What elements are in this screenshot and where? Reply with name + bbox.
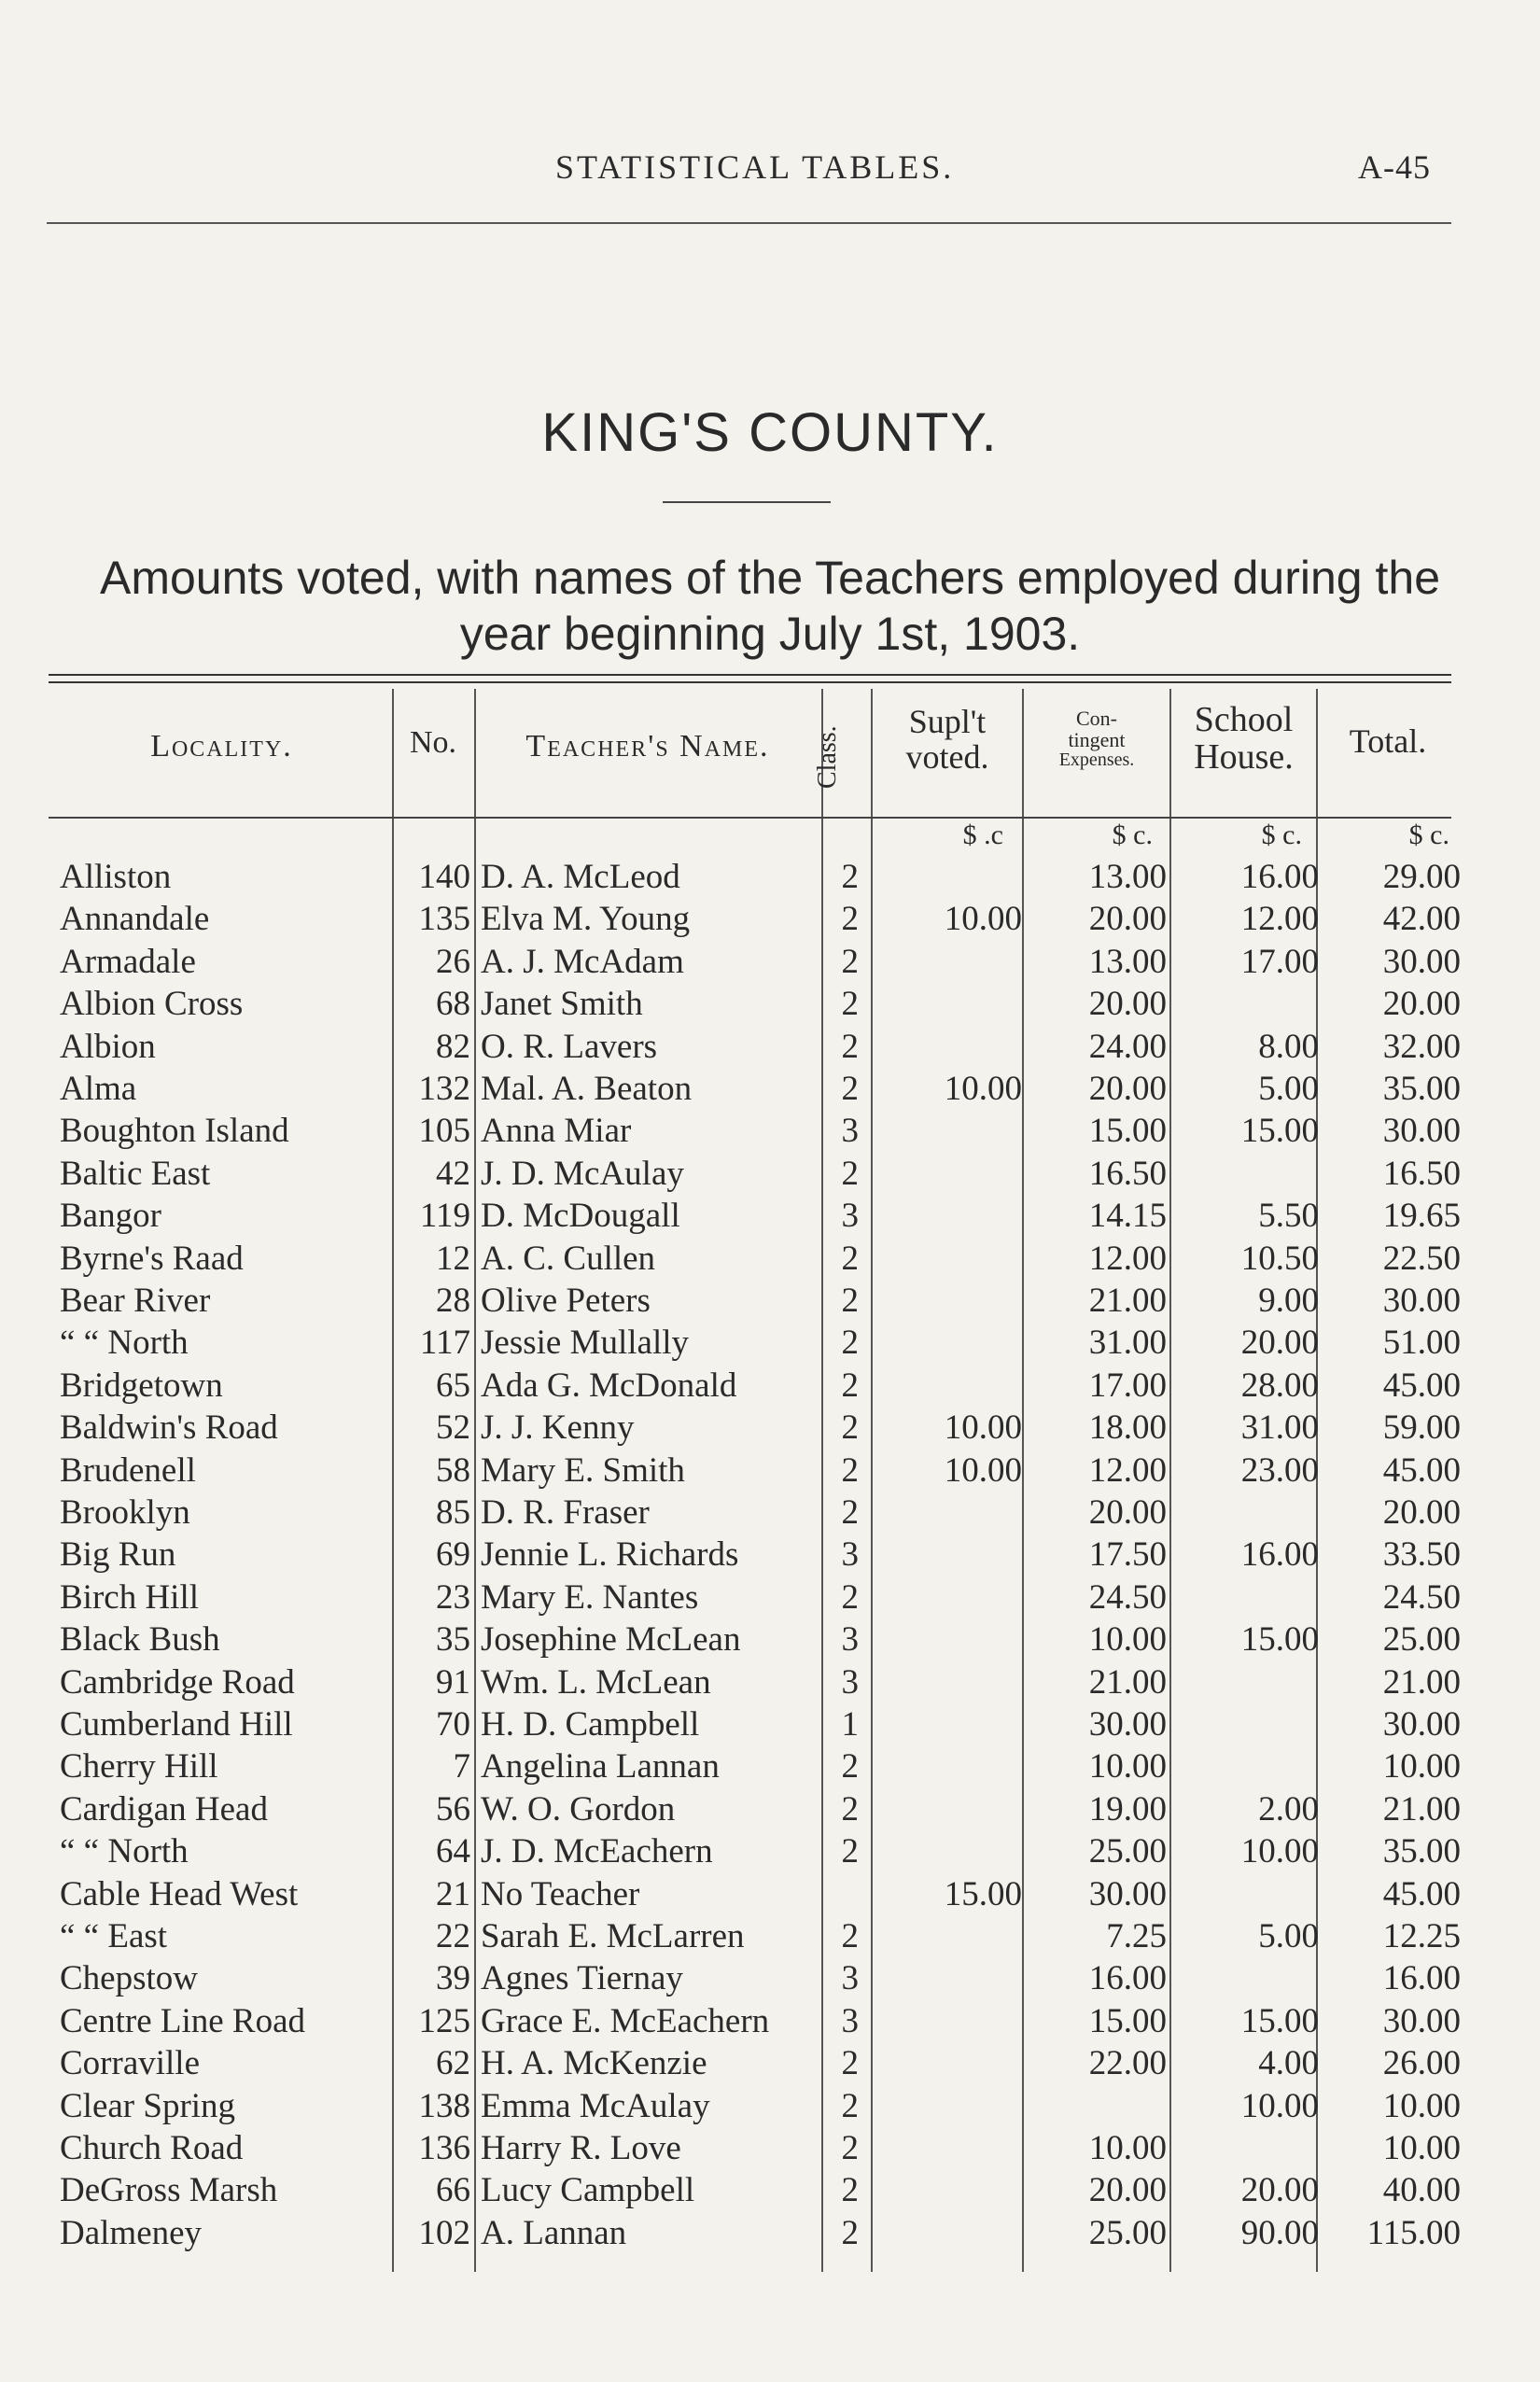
header-class (813, 689, 870, 810)
cell-no: 119 (419, 1197, 470, 1236)
cell-total: 32.00 (1382, 1027, 1461, 1066)
cell-locality: Dalmeney (60, 2213, 203, 2252)
cell-locality: Brudenell (60, 1450, 196, 1490)
cell-no: 132 (418, 1070, 470, 1108)
cell-contingent: 20.00 (1088, 1493, 1167, 1532)
table-row (0, 1111, 1540, 1153)
cell-class: 3 (841, 1197, 859, 1236)
cell-teacher: Jessie Mullally (481, 1324, 690, 1363)
table-row (0, 2043, 1540, 2085)
currency-total: $ c. (1408, 820, 1449, 850)
cell-school-house: 31.00 (1240, 1408, 1319, 1448)
cell-teacher: Mal. A. Beaton (481, 1070, 693, 1108)
cell-contingent: 17.50 (1088, 1535, 1167, 1575)
cell-locality: Cardigan Head (60, 1789, 268, 1829)
cell-school-house: 16.00 (1240, 858, 1319, 896)
cell-total: 45.00 (1382, 1874, 1461, 1913)
cell-locality: Cable Head West (60, 1874, 299, 1913)
table-row (0, 1323, 1540, 1365)
cell-contingent: 20.00 (1088, 985, 1167, 1024)
cell-class: 2 (841, 1408, 859, 1448)
cell-teacher: No Teacher (481, 1874, 640, 1913)
header-school-line1: School (1194, 700, 1294, 739)
cell-locality: Cumberland Hill (60, 1705, 293, 1744)
cell-contingent: 31.00 (1088, 1324, 1167, 1363)
table-row (0, 942, 1540, 984)
cell-school-house: 15.00 (1240, 2001, 1319, 2040)
cell-school-house: 90.00 (1240, 2213, 1319, 2252)
cell-school-house: 10.00 (1240, 1832, 1319, 1871)
cell-total: 115.00 (1366, 2213, 1461, 2252)
cell-teacher: Emma McAulay (481, 2086, 710, 2125)
cell-contingent: 10.00 (1088, 1620, 1167, 1660)
header-school-house (1171, 702, 1316, 777)
header-no: No. (409, 725, 457, 760)
cell-total: 24.50 (1382, 1577, 1461, 1617)
cell-teacher: Sarah E. McLarren (481, 1917, 745, 1955)
cell-locality: Black Bush (60, 1620, 220, 1660)
cell-total: 12.25 (1382, 1917, 1461, 1955)
header-supl (873, 705, 1022, 776)
cell-teacher: Olive Peters (481, 1282, 651, 1320)
cell-class: 2 (841, 2044, 859, 2083)
cell-teacher: O. R. Lavers (481, 1027, 658, 1066)
cell-school-house: 23.00 (1240, 1450, 1319, 1490)
cell-teacher: Angelina Lannan (481, 1747, 720, 1786)
cell-supl-voted: 10.00 (944, 1070, 1022, 1108)
cell-locality: Centre Line Road (60, 2001, 306, 2040)
cell-teacher: D. R. Fraser (481, 1493, 650, 1532)
cell-no: 91 (436, 1662, 470, 1702)
cell-no: 64 (436, 1832, 470, 1871)
cell-locality: Byrne's Raad (60, 1239, 244, 1278)
cell-total: 30.00 (1382, 2001, 1461, 2040)
table-row (0, 1027, 1540, 1069)
cell-no: 68 (436, 985, 470, 1024)
cell-class: 2 (841, 1577, 859, 1617)
cell-teacher: D. McDougall (481, 1197, 680, 1236)
cell-teacher: J. D. McAulay (481, 1154, 684, 1193)
cell-locality: Cherry Hill (60, 1747, 218, 1786)
cell-no: 21 (436, 1874, 470, 1913)
cell-total: 51.00 (1382, 1324, 1461, 1363)
table-row (0, 1492, 1540, 1534)
cell-no: 102 (418, 2213, 470, 2252)
table-row (0, 984, 1540, 1026)
cell-locality: “ “ East (60, 1917, 168, 1955)
county-title: KING'S COUNTY. (541, 402, 999, 463)
cell-class: 2 (841, 858, 859, 896)
cell-class: 2 (841, 2129, 859, 2167)
cell-no: 7 (453, 1747, 470, 1786)
cell-contingent: 25.00 (1088, 2213, 1167, 2252)
cell-teacher: J. J. Kenny (481, 1408, 635, 1448)
cell-teacher: Lucy Campbell (481, 2171, 695, 2210)
currency-school: $ c. (1261, 820, 1302, 850)
cell-contingent: 24.50 (1088, 1577, 1167, 1617)
cell-supl-voted: 10.00 (944, 1408, 1022, 1448)
cell-school-house: 10.00 (1240, 2086, 1319, 2125)
header-cont-line2: tingent (1068, 728, 1126, 752)
cell-no: 35 (436, 1620, 470, 1660)
table-row (0, 2001, 1540, 2043)
cell-no: 125 (418, 2001, 470, 2040)
table-top-rule (49, 674, 1451, 676)
cell-class: 2 (841, 1832, 859, 1871)
cell-no: 140 (418, 858, 470, 896)
cell-class: 2 (841, 1493, 859, 1532)
cell-teacher: Harry R. Love (481, 2129, 681, 2167)
cell-contingent: 16.50 (1088, 1154, 1167, 1193)
cell-total: 10.00 (1382, 2129, 1461, 2167)
header-rule (47, 222, 1451, 224)
cell-class: 3 (841, 1535, 859, 1575)
cell-teacher: Ada G. McDonald (481, 1366, 737, 1405)
cell-contingent: 13.00 (1088, 858, 1167, 896)
running-title: STATISTICAL TABLES. (555, 148, 955, 186)
cell-contingent: 10.00 (1088, 1747, 1167, 1786)
cell-total: 29.00 (1382, 858, 1461, 896)
cell-class: 2 (841, 1917, 859, 1955)
cell-teacher: J. D. McEachern (481, 1832, 713, 1871)
cell-class: 2 (841, 942, 859, 981)
cell-teacher: A. C. Cullen (481, 1239, 656, 1278)
cell-contingent: 15.00 (1088, 1112, 1167, 1151)
cell-total: 10.00 (1382, 1747, 1461, 1786)
cell-total: 16.50 (1382, 1154, 1461, 1193)
cell-total: 45.00 (1382, 1366, 1461, 1405)
cell-teacher: Mary E. Nantes (481, 1577, 699, 1617)
subtitle-line-2: year beginning July 1st, 1903. (459, 608, 1081, 660)
cell-no: 12 (436, 1239, 470, 1278)
cell-school-house: 9.00 (1258, 1282, 1319, 1320)
cell-locality: DeGross Marsh (60, 2171, 278, 2210)
cell-contingent: 16.00 (1088, 1959, 1167, 1998)
cell-school-house: 5.00 (1258, 1917, 1319, 1955)
cell-locality: Armadale (60, 942, 196, 981)
header-school-line2: House. (1194, 736, 1294, 777)
table-row (0, 1534, 1540, 1576)
cell-class: 2 (841, 1282, 859, 1320)
cell-class: 3 (841, 1620, 859, 1660)
cell-total: 59.00 (1382, 1408, 1461, 1448)
table-row (0, 2128, 1540, 2170)
table-row (0, 1239, 1540, 1281)
table-row (0, 1746, 1540, 1788)
cell-locality: Cambridge Road (60, 1662, 295, 1702)
cell-teacher: A. J. McAdam (481, 942, 684, 981)
cell-supl-voted: 15.00 (944, 1874, 1022, 1913)
cell-total: 21.00 (1382, 1662, 1461, 1702)
cell-contingent: 30.00 (1088, 1874, 1167, 1913)
cell-class: 3 (841, 1662, 859, 1702)
cell-contingent: 12.00 (1088, 1450, 1167, 1490)
cell-school-house: 20.00 (1240, 1324, 1319, 1363)
cell-teacher: Mary E. Smith (481, 1450, 685, 1490)
cell-no: 69 (436, 1535, 470, 1575)
cell-contingent: 15.00 (1088, 2001, 1167, 2040)
header-teacher: Teacher's Name. (525, 729, 770, 764)
cell-locality: Brooklyn (60, 1493, 190, 1532)
cell-class: 2 (841, 1027, 859, 1066)
cell-total: 35.00 (1382, 1832, 1461, 1871)
cell-school-house: 2.00 (1258, 1789, 1319, 1829)
cell-teacher: D. A. McLeod (481, 858, 680, 896)
cell-no: 82 (436, 1027, 470, 1066)
cell-school-house: 10.50 (1240, 1239, 1319, 1278)
cell-locality: Big Run (60, 1535, 176, 1575)
cell-class: 2 (841, 1154, 859, 1193)
cell-no: 23 (436, 1577, 470, 1617)
cell-total: 35.00 (1382, 1070, 1461, 1108)
cell-school-house: 20.00 (1240, 2171, 1319, 2210)
table-row (0, 1619, 1540, 1661)
cell-locality: Bear River (60, 1282, 211, 1320)
cell-class: 2 (841, 1450, 859, 1490)
cell-no: 70 (436, 1705, 470, 1744)
cell-locality: Baldwin's Road (60, 1408, 278, 1448)
cell-no: 136 (418, 2129, 470, 2167)
cell-total: 21.00 (1382, 1789, 1461, 1829)
cell-total: 16.00 (1382, 1959, 1461, 1998)
cell-no: 26 (436, 942, 470, 981)
cell-locality: Annandale (60, 900, 210, 939)
cell-no: 105 (418, 1112, 470, 1151)
cell-locality: “ “ North (60, 1832, 189, 1871)
cell-contingent: 30.00 (1088, 1705, 1167, 1744)
cell-contingent: 20.00 (1088, 900, 1167, 939)
cell-locality: Corraville (60, 2044, 201, 2083)
cell-class: 3 (841, 1112, 859, 1151)
page-number: A-45 (1358, 148, 1431, 186)
cell-contingent: 22.00 (1088, 2044, 1167, 2083)
table-row (0, 2086, 1540, 2128)
table-row (0, 1450, 1540, 1492)
cell-locality: Alma (60, 1070, 137, 1108)
table-row (0, 1916, 1540, 1958)
cell-teacher: H. D. Campbell (481, 1705, 700, 1744)
cell-no: 138 (418, 2086, 470, 2125)
cell-teacher: Wm. L. McLean (481, 1662, 711, 1702)
cell-total: 42.00 (1382, 900, 1461, 939)
cell-school-house: 5.50 (1258, 1197, 1319, 1236)
cell-class: 2 (841, 1366, 859, 1405)
header-class-label: Class. (813, 725, 842, 789)
cell-total: 20.00 (1382, 1493, 1461, 1532)
cell-contingent: 20.00 (1088, 2171, 1167, 2210)
cell-contingent: 24.00 (1088, 1027, 1167, 1066)
cell-no: 42 (436, 1154, 470, 1193)
table-row (0, 1662, 1540, 1704)
subtitle-line-1: Amounts voted, with names of the Teachers employed during the (99, 552, 1440, 604)
cell-total: 30.00 (1382, 942, 1461, 981)
cell-class: 3 (841, 2001, 859, 2040)
table-row (0, 1704, 1540, 1746)
cell-no: 56 (436, 1789, 470, 1829)
cell-school-house: 4.00 (1258, 2044, 1319, 2083)
table-row (0, 1408, 1540, 1450)
cell-teacher: H. A. McKenzie (481, 2044, 707, 2083)
cell-class: 2 (841, 1239, 859, 1278)
table-row (0, 2213, 1540, 2255)
cell-teacher: Anna Miar (481, 1112, 632, 1151)
table-row (0, 857, 1540, 899)
header-cont-line1: Con- (1076, 707, 1117, 730)
cell-locality: Bangor (60, 1197, 161, 1236)
cell-teacher: Elva M. Young (481, 900, 691, 939)
cell-teacher: A. Lannan (481, 2213, 627, 2252)
cell-contingent: 19.00 (1088, 1789, 1167, 1829)
table-row (0, 1281, 1540, 1323)
header-supl-line1: Supl't (908, 703, 987, 740)
table-row (0, 2170, 1540, 2212)
cell-locality: Church Road (60, 2129, 244, 2167)
cell-no: 58 (436, 1450, 470, 1490)
cell-teacher: W. O. Gordon (481, 1789, 676, 1829)
cell-class: 2 (841, 1747, 859, 1786)
cell-no: 66 (436, 2171, 470, 2210)
table-row (0, 1069, 1540, 1111)
cell-no: 65 (436, 1366, 470, 1405)
cell-no: 117 (419, 1324, 470, 1363)
cell-no: 39 (436, 1959, 470, 1998)
currency-cont: $ c. (1112, 820, 1153, 850)
table-row (0, 1577, 1540, 1619)
cell-class: 2 (841, 2171, 859, 2210)
header-bottom-rule (49, 817, 1451, 819)
cell-school-house: 5.00 (1258, 1070, 1319, 1108)
cell-total: 10.00 (1382, 2086, 1461, 2125)
cell-total: 40.00 (1382, 2171, 1461, 2210)
header-supl-line2: voted. (905, 737, 989, 776)
cell-total: 30.00 (1382, 1112, 1461, 1151)
table-row (0, 1958, 1540, 2000)
currency-supl: $ .c (962, 820, 1003, 850)
cell-contingent: 21.00 (1088, 1282, 1167, 1320)
table-row (0, 1366, 1540, 1408)
table-row (0, 1831, 1540, 1873)
cell-supl-voted: 10.00 (944, 1450, 1022, 1490)
cell-locality: “ “ North (60, 1324, 189, 1363)
cell-locality: Chepstow (60, 1959, 198, 1998)
cell-school-house: 17.00 (1240, 942, 1319, 981)
cell-class: 2 (841, 1070, 859, 1108)
cell-supl-voted: 10.00 (944, 900, 1022, 939)
cell-class: 2 (841, 1324, 859, 1363)
cell-contingent: 25.00 (1088, 1832, 1167, 1871)
cell-teacher: Agnes Tiernay (481, 1959, 683, 1998)
table-row (0, 899, 1540, 941)
cell-contingent: 18.00 (1088, 1408, 1167, 1448)
cell-locality: Bridgetown (60, 1366, 223, 1405)
cell-teacher: Josephine McLean (481, 1620, 741, 1660)
cell-school-house: 28.00 (1240, 1366, 1319, 1405)
cell-locality: Baltic East (60, 1154, 211, 1193)
table-row (0, 1874, 1540, 1916)
cell-total: 30.00 (1382, 1282, 1461, 1320)
header-contingent (1024, 708, 1169, 770)
cell-teacher: Jennie L. Richards (481, 1535, 739, 1575)
cell-teacher: Janet Smith (481, 985, 643, 1024)
cell-total: 30.00 (1382, 1705, 1461, 1744)
cell-class: 2 (841, 985, 859, 1024)
cell-no: 62 (436, 2044, 470, 2083)
cell-contingent: 10.00 (1088, 2129, 1167, 2167)
cell-no: 135 (418, 900, 470, 939)
cell-school-house: 12.00 (1240, 900, 1319, 939)
header-cont-line3: Expenses. (1058, 750, 1135, 771)
cell-school-house: 15.00 (1240, 1112, 1319, 1151)
header-total: Total. (1349, 722, 1427, 760)
cell-contingent: 20.00 (1088, 1070, 1167, 1108)
cell-school-house: 15.00 (1240, 1620, 1319, 1660)
cell-teacher: Grace E. McEachern (481, 2001, 770, 2040)
cell-school-house: 16.00 (1240, 1535, 1319, 1575)
cell-total: 26.00 (1382, 2044, 1461, 2083)
cell-contingent: 17.00 (1088, 1366, 1167, 1405)
table-row (0, 1154, 1540, 1196)
cell-total: 45.00 (1382, 1450, 1461, 1490)
cell-no: 22 (436, 1917, 470, 1955)
table-top-rule-inner (49, 681, 1451, 683)
cell-contingent: 12.00 (1088, 1239, 1167, 1278)
cell-locality: Clear Spring (60, 2086, 236, 2125)
cell-locality: Boughton Island (60, 1112, 289, 1151)
cell-total: 33.50 (1382, 1535, 1461, 1575)
cell-total: 20.00 (1382, 985, 1461, 1024)
cell-locality: Birch Hill (60, 1577, 200, 1617)
cell-school-house: 8.00 (1258, 1027, 1319, 1066)
cell-class: 2 (841, 1789, 859, 1829)
cell-contingent: 13.00 (1088, 942, 1167, 981)
cell-class: 2 (841, 900, 859, 939)
cell-total: 19.65 (1382, 1197, 1461, 1236)
cell-total: 22.50 (1382, 1239, 1461, 1278)
cell-contingent: 14.15 (1088, 1197, 1167, 1236)
table-row (0, 1789, 1540, 1831)
cell-class: 3 (841, 1959, 859, 1998)
cell-contingent: 21.00 (1088, 1662, 1167, 1702)
cell-no: 28 (436, 1282, 470, 1320)
header-locality: Locality. (150, 729, 293, 764)
cell-no: 52 (436, 1408, 470, 1448)
title-divider (663, 501, 831, 503)
cell-locality: Albion Cross (60, 985, 244, 1024)
cell-class: 2 (841, 2213, 859, 2252)
cell-contingent: 7.25 (1106, 1917, 1167, 1955)
cell-class: 2 (841, 2086, 859, 2125)
cell-class: 1 (841, 1705, 859, 1744)
table-row (0, 1196, 1540, 1238)
cell-no: 85 (436, 1493, 470, 1532)
cell-locality: Alliston (60, 858, 172, 896)
cell-locality: Albion (60, 1027, 156, 1066)
cell-total: 25.00 (1382, 1620, 1461, 1660)
